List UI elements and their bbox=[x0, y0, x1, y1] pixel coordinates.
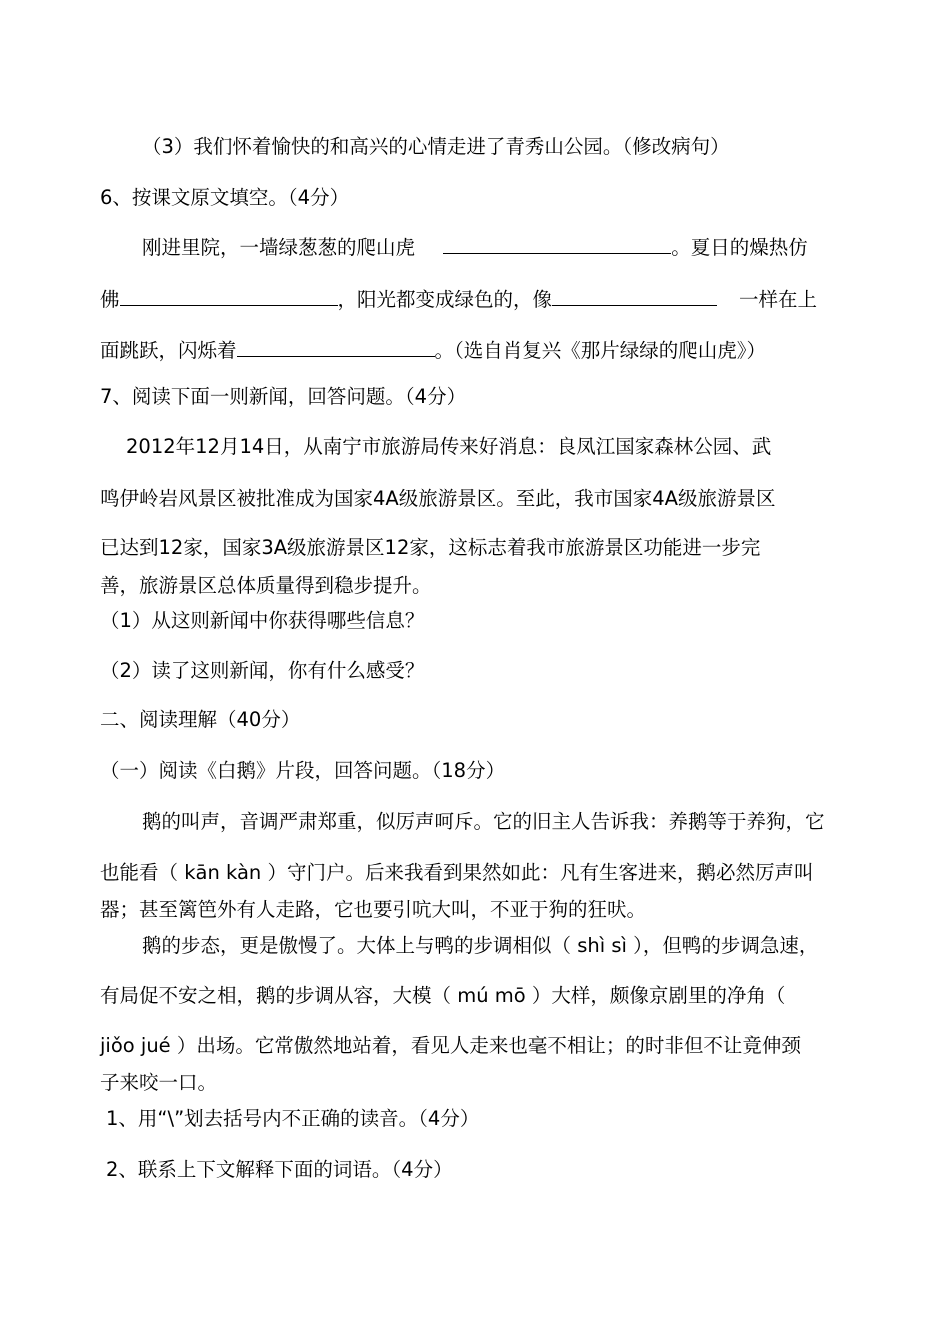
q7-sub1: （1）从这则新闻中你获得哪些信息？ bbox=[100, 609, 425, 632]
q7-title: 7、阅读下面一则新闻，回答问题。（4分） bbox=[100, 385, 467, 408]
part1-question-2: 2、联系上下文解释下面的词语。（4分） bbox=[106, 1158, 453, 1181]
passage-b-line-4: 子来咬一口。 bbox=[100, 1071, 218, 1094]
q6-line2-text-b: ，阳光都变成绿色的，像 bbox=[337, 288, 553, 311]
q6-line2-text-c: 一样在上 bbox=[739, 288, 818, 311]
news-line-3: 已达到12家，国家3A级旅游景区12家，这标志着我市旅游景区功能进一步完 bbox=[100, 536, 761, 559]
q6-line1-text-b: 。夏日的燥热仿 bbox=[671, 236, 808, 259]
q6-line2 bbox=[100, 286, 817, 314]
passage-b-line-1: 鹅的步态，更是傲慢了。大体上与鸭的步调相似（ shì sì ），但鸭的步调急速， bbox=[142, 934, 819, 957]
q6-line2-text-a: 佛 bbox=[100, 288, 120, 311]
part1-question-1: 1、用“\”划去括号内不正确的读音。（4分） bbox=[106, 1107, 480, 1130]
passage-b-line-2: 有局促不安之相，鹅的步调从容，大模（ mú mō ）大样，颇像京剧里的净角（ bbox=[100, 984, 786, 1007]
news-line-4: 善，旅游景区总体质量得到稳步提升。 bbox=[100, 574, 432, 597]
fill-blank-4[interactable] bbox=[237, 338, 435, 357]
fill-blank-1[interactable] bbox=[443, 235, 671, 254]
q5-sub3: （3）我们怀着愉快的和高兴的心情走进了青秀山公园。（修改病句） bbox=[142, 135, 730, 158]
news-line-2: 鸣伊岭岩风景区被批准成为国家4A级旅游景区。至此，我市国家4A级旅游景区 bbox=[100, 487, 776, 510]
passage-a-line-3: 器；甚至篱笆外有人走路，它也要引吭大叫，不亚于狗的狂吠。 bbox=[100, 898, 647, 921]
q6-line3-text-a: 面跳跃，闪烁着 bbox=[100, 339, 237, 362]
fill-blank-2[interactable] bbox=[120, 287, 338, 306]
passage-a-line-1: 鹅的叫声，音调严肃郑重，似厉声呵斥。它的旧主人告诉我：养鹅等于养狗，它 bbox=[142, 810, 825, 833]
q6-line1-text-a: 刚进里院，一墙绿葱葱的爬山虎 bbox=[142, 236, 416, 259]
q6-line3 bbox=[100, 337, 766, 365]
passage-a-line-2: 也能看（ kān kàn ）守门户。后来我看到果然如此：凡有生客进来，鹅必然厉声叫 bbox=[100, 861, 814, 884]
q7-sub2: （2）读了这则新闻，你有什么感受？ bbox=[100, 659, 425, 682]
fill-blank-3[interactable] bbox=[552, 287, 717, 306]
part1-title: （一）阅读《白鹅》片段，回答问题。（18分） bbox=[100, 759, 506, 782]
section-2-title: 二、阅读理解（40分） bbox=[100, 708, 301, 731]
passage-b-line-3: jiǒo jué ）出场。它常傲然地站着，看见人走来也毫不相让；的时非但不让竟伸颈 bbox=[100, 1034, 801, 1057]
q6-title: 6、按课文原文填空。（4分） bbox=[100, 186, 350, 209]
q6-line3-text-b: 。（选自肖复兴《那片绿绿的爬山虎》） bbox=[434, 339, 767, 362]
news-line-1: 2012年12月14日，从南宁市旅游局传来好消息：良凤江国家森林公园、武 bbox=[126, 435, 772, 458]
q6-line1 bbox=[142, 234, 808, 262]
